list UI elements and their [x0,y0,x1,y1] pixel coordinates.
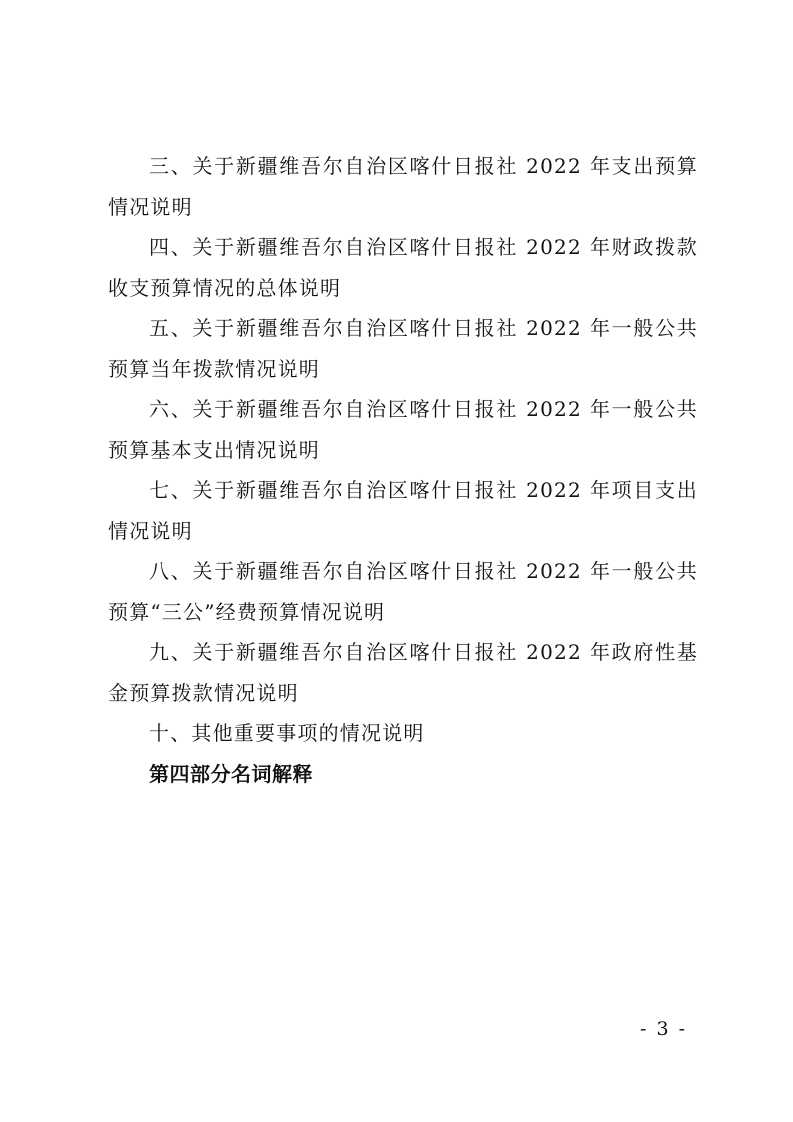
toc-item-8: 八、关于新疆维吾尔自治区喀什日报社 2022 年一般公共预算“三公”经费预算情况说明 [108,559,698,624]
toc-item-5: 五、关于新疆维吾尔自治区喀什日报社 2022 年一般公共预算当年拨款情况说明 [108,316,698,381]
toc-item-7: 七、关于新疆维吾尔自治区喀什日报社 2022 年项目支出情况说明 [108,478,698,543]
toc-item-6: 六、关于新疆维吾尔自治区喀什日报社 2022 年一般公共预算基本支出情况说明 [108,397,698,462]
document-body [108,146,698,794]
page-number: - 3 - [640,1018,688,1040]
toc-item-9: 九、关于新疆维吾尔自治区喀什日报社 2022 年政府性基金预算拨款情况说明 [108,640,698,705]
toc-item-4: 四、关于新疆维吾尔自治区喀什日报社 2022 年财政拨款收支预算情况的总体说明 [108,235,698,300]
toc-item-3: 三、关于新疆维吾尔自治区喀什日报社 2022 年支出预算情况说明 [108,154,698,219]
section-heading-part-four: 第四部分名词解释 [149,761,313,786]
toc-item-10: 十、其他重要事项的情况说明 [149,721,425,745]
